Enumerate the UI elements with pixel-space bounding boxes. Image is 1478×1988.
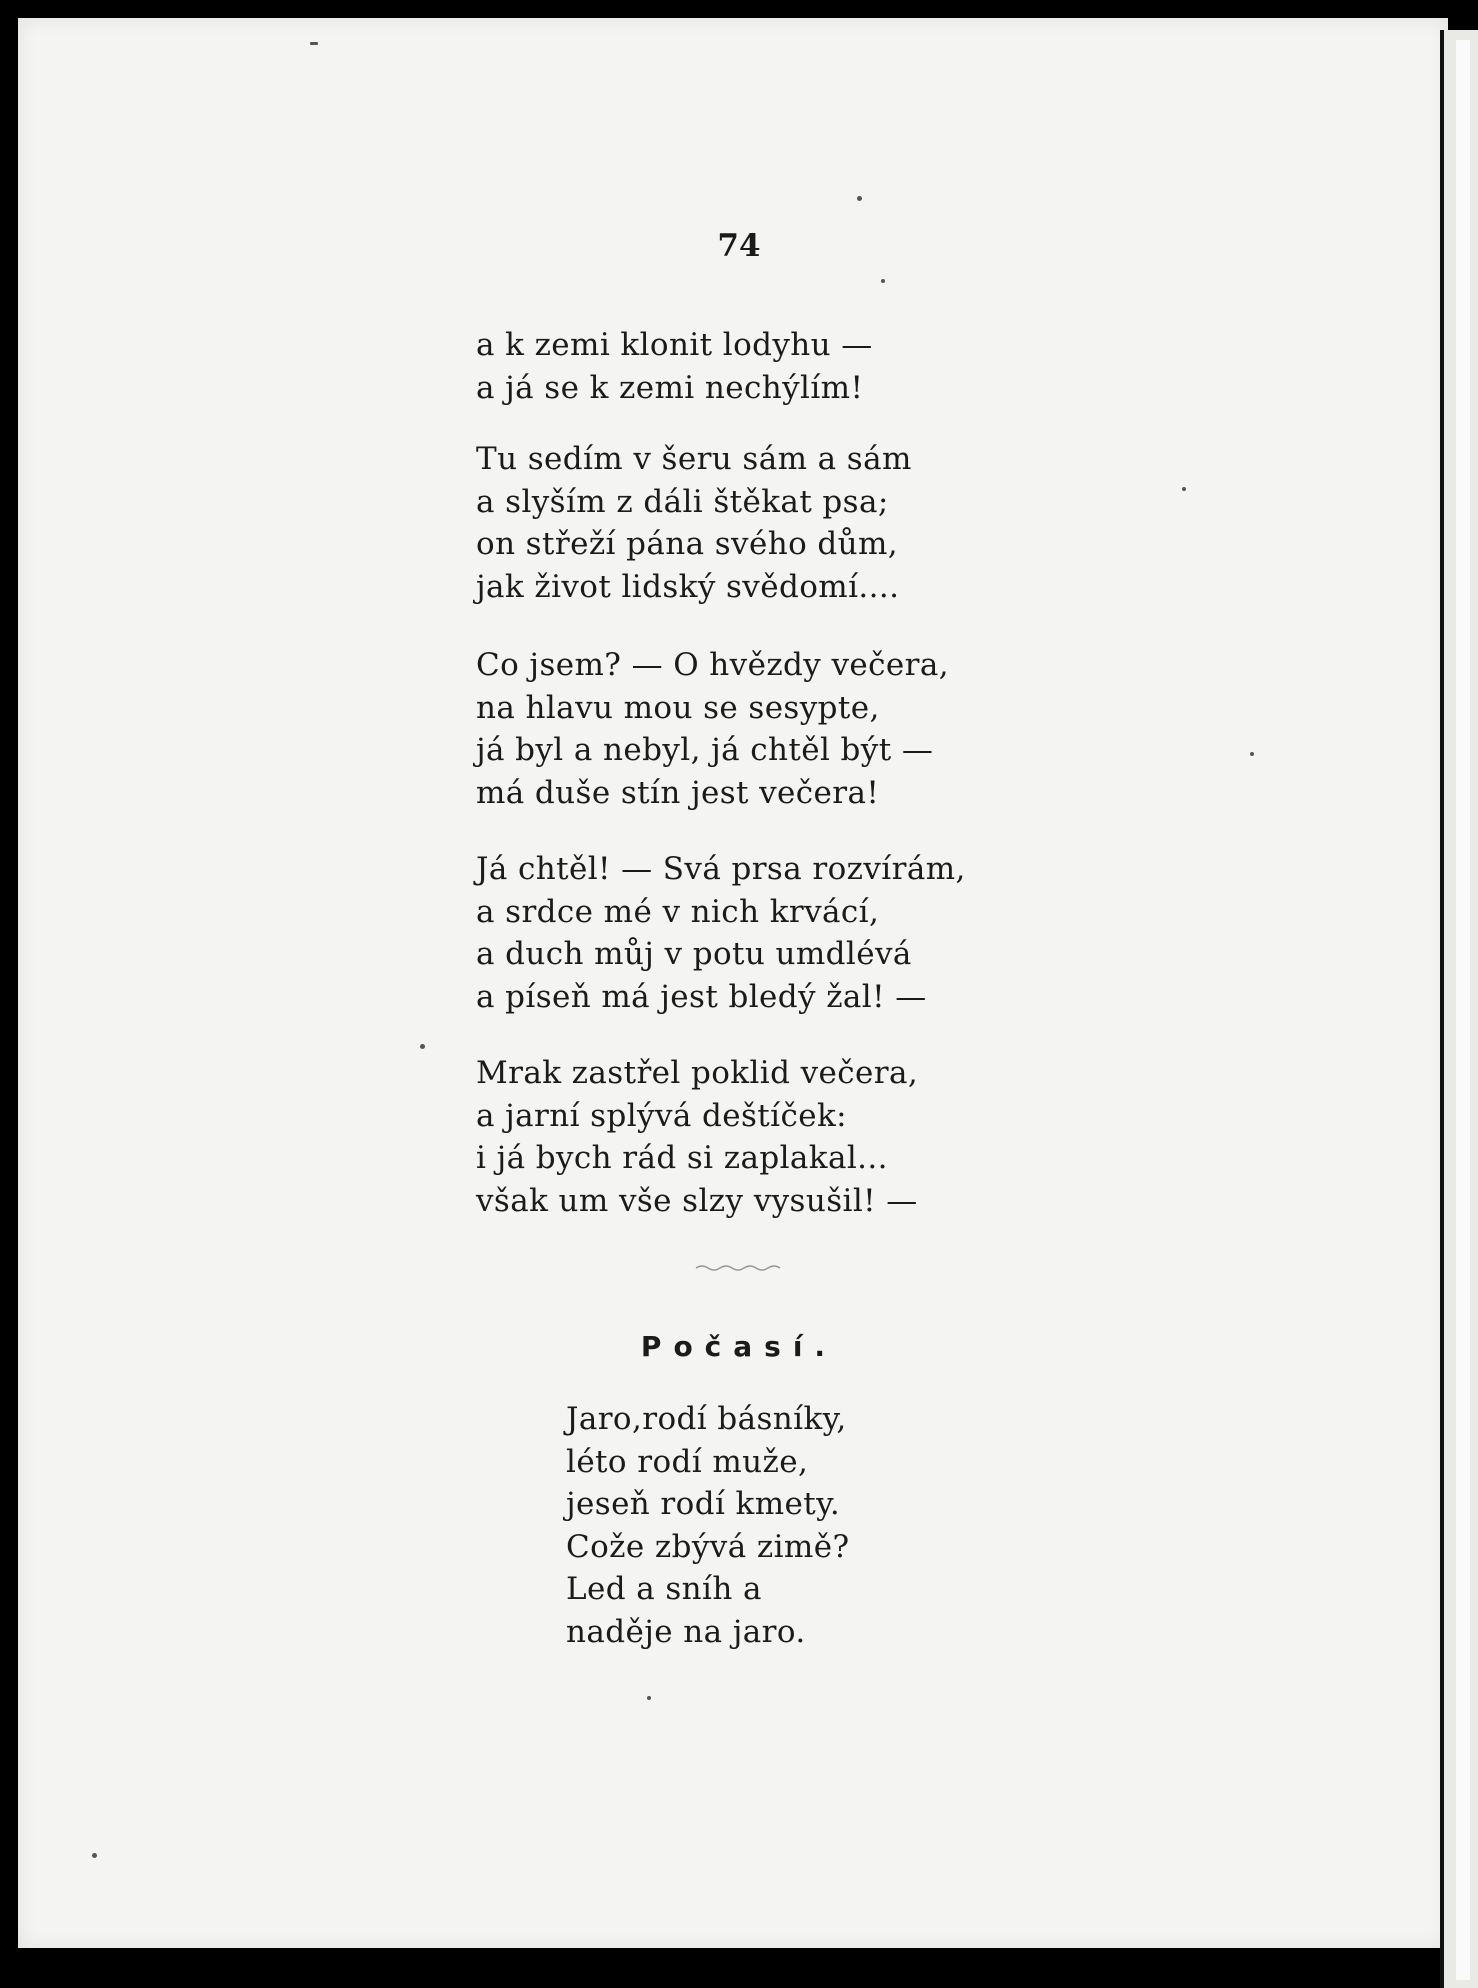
verse-line: a srdce mé v nich krvácí, xyxy=(476,893,880,930)
verse-line: a jarní splývá deštíček: xyxy=(476,1097,848,1134)
verse-line: a slyším z dáli štěkat psa; xyxy=(476,483,889,520)
poem-pocasi xyxy=(566,1398,946,1653)
poem-title: Počasí. xyxy=(640,1330,838,1363)
speck xyxy=(647,1696,651,1700)
stanza-1 xyxy=(476,324,1096,409)
verse-line: a píseň má jest bledý žal! — xyxy=(476,978,927,1015)
verse-line: i já bych rád si zaplakal... xyxy=(476,1140,888,1176)
stanza-3 xyxy=(476,644,1096,814)
speck xyxy=(420,1044,425,1049)
verse-line: Mrak zastřel poklid večera, xyxy=(476,1055,919,1091)
page-number: 74 xyxy=(717,228,761,264)
verse-line: a já se k zemi nechýlím! xyxy=(476,369,864,406)
verse-line: on střeží pána svého dům, xyxy=(476,526,899,562)
verse-line: Tu sedím v šeru sám a sám xyxy=(476,441,912,477)
verse-line: jak život lidský svědomí.... xyxy=(476,568,900,605)
speck xyxy=(1182,487,1186,491)
verse-line: léto rodí muže, xyxy=(566,1443,809,1480)
speck xyxy=(881,279,885,283)
verse-line: má duše stín jest večera! xyxy=(476,774,880,811)
verse-line: Co jsem? — O hvězdy večera, xyxy=(476,647,949,683)
speck xyxy=(1250,752,1254,756)
verse-line: Já chtěl! — Svá prsa rozvírám, xyxy=(476,851,966,887)
verse-line: Jaro,rodí básníky, xyxy=(566,1401,847,1437)
stanza-4 xyxy=(476,848,1096,1018)
verse-line: Cože zbývá zimě? xyxy=(566,1528,850,1565)
verse-line: Led a sníh a xyxy=(566,1571,762,1607)
speck xyxy=(310,42,318,45)
speck xyxy=(857,196,862,201)
verse-line: na hlavu mou se sesypte, xyxy=(476,689,880,726)
verse-line: naděje na jaro. xyxy=(566,1613,806,1650)
verse-line: a duch můj v potu umdlévá xyxy=(476,936,912,972)
ornament-divider xyxy=(694,1262,784,1272)
speck xyxy=(92,1853,97,1858)
verse-line: však um vše slzy vysušil! — xyxy=(476,1182,918,1219)
verse-line: já byl a nebyl, já chtěl být — xyxy=(476,732,934,768)
stanza-5 xyxy=(476,1052,1096,1222)
verse-line: jeseň rodí kmety. xyxy=(566,1486,841,1522)
page-edge-inner xyxy=(1456,40,1470,1980)
stanza-2 xyxy=(476,438,1096,608)
verse-line: a k zemi klonit lodyhu — xyxy=(476,327,873,363)
